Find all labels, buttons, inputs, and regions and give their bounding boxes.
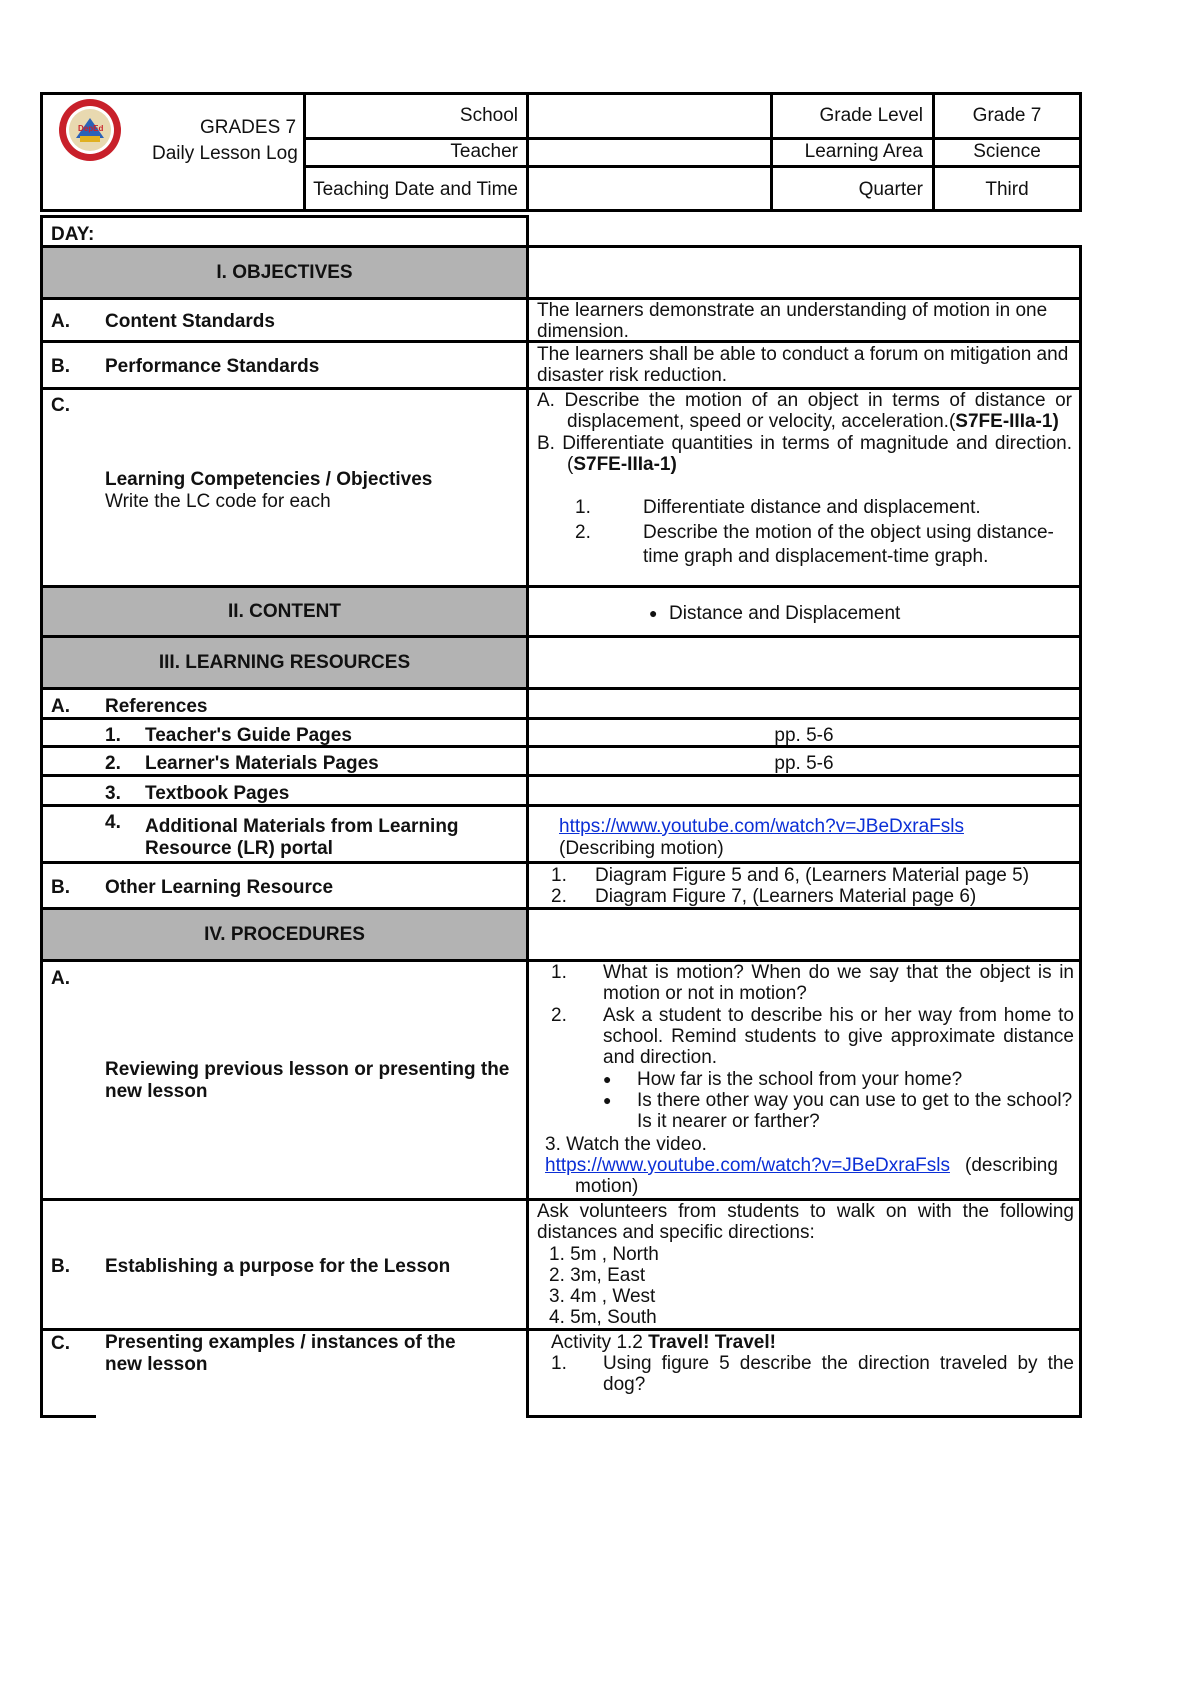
performance-standards-label: Performance Standards xyxy=(105,356,320,377)
review-bullet-1: ● How far is the school from your home? xyxy=(603,1069,963,1090)
purpose-direction: 1. 5m , North xyxy=(549,1244,659,1265)
procedures-heading-value xyxy=(526,907,1082,962)
reviewing-label: Reviewing previous lesson or presenting the new lesson xyxy=(105,1059,510,1102)
learning-resources-heading: III. LEARNING RESOURCES xyxy=(40,635,529,690)
additional-materials-value-cell xyxy=(526,804,1082,864)
row-number: 3. xyxy=(105,783,121,804)
learning-area-value: Science xyxy=(973,141,1041,162)
learning-competencies-label: Learning Competencies / Objectives xyxy=(105,469,433,490)
learning-resources-value-cell xyxy=(526,635,1082,690)
divider xyxy=(303,165,1082,168)
objective-1: 1. Differentiate distance and displacement. xyxy=(575,497,981,518)
other-resource-item: 1. Diagram Figure 5 and 6, (Learners Material page 5) xyxy=(551,865,1030,886)
bullet-icon: ● xyxy=(603,1092,612,1109)
review-item-2: 2. Ask a student to describe his or her way from home to school. Remind students to give approximate distance and direction. xyxy=(551,1005,1074,1068)
competency-b: B. Differentiate quantities in terms of magnitude and direction. (S7FE-IIIa-1) xyxy=(537,433,1072,475)
teachers-guide-value-cell xyxy=(526,717,1082,748)
examples-value-cell xyxy=(526,1328,1082,1418)
purpose-direction: 4. 5m, South xyxy=(549,1307,657,1328)
purpose-label: Establishing a purpose for the Lesson xyxy=(105,1256,451,1277)
competency-a: A. Describe the motion of an object in terms of distance or displacement, speed or velocity, acceleration.(S7FE-IIIa-1) xyxy=(537,390,1072,432)
divider xyxy=(526,92,529,212)
procedures-heading: IV. PROCEDURES xyxy=(40,907,529,962)
row-letter: C. xyxy=(51,395,70,416)
objective-2: 2. Describe the motion of the object using distance-time graph and displacement-time graph. xyxy=(575,522,1054,567)
references-label: References xyxy=(105,696,208,717)
content-standards-label: Content Standards xyxy=(105,311,275,332)
grade-level-label: Grade Level xyxy=(819,105,923,126)
row-letter: B. xyxy=(51,356,70,377)
day-label: DAY: xyxy=(51,224,95,245)
review-video-note: (describing motion) xyxy=(575,1155,1058,1197)
activity-title: Activity 1.2 Travel! Travel! xyxy=(551,1332,776,1353)
row-number: 1. xyxy=(105,725,121,746)
date-label: Teaching Date and Time xyxy=(313,179,518,200)
learners-materials-label: Learner's Materials Pages xyxy=(145,753,379,774)
other-resource-value-cell xyxy=(526,861,1082,910)
review-video-link[interactable]: https://www.youtube.com/watch?v=JBeDxraFsls xyxy=(545,1155,950,1176)
reviewing-row xyxy=(40,959,529,1201)
learning-competencies-sub: Write the LC code for each xyxy=(105,491,331,512)
textbook-label: Textbook Pages xyxy=(145,783,290,804)
title-daily-lesson-log: Daily Lesson Log xyxy=(152,143,298,164)
purpose-value-cell xyxy=(526,1198,1082,1331)
teachers-guide-value: pp. 5-6 xyxy=(774,725,834,746)
activity-item-1: 1. Using figure 5 describe the direction traveled by the dog? xyxy=(551,1353,1074,1395)
school-label: School xyxy=(459,105,518,126)
logo-text: DepEd xyxy=(78,124,104,133)
additional-materials-label: Additional Materials from Learning Resource (LR) portal xyxy=(145,816,459,859)
divider xyxy=(40,1415,96,1418)
row-number: 4. xyxy=(105,812,121,833)
textbook-row xyxy=(40,774,529,807)
teacher-label: Teacher xyxy=(450,141,518,162)
row-letter: B. xyxy=(51,877,70,898)
other-resource-row xyxy=(40,861,529,910)
review-item-1: 1. What is motion? When do we say that the object is in motion or not in motion? xyxy=(551,962,1074,1004)
content-standards-row xyxy=(40,297,529,343)
reviewing-value-cell xyxy=(526,959,1082,1201)
content-heading: II. CONTENT xyxy=(40,585,529,638)
performance-standards-value-cell xyxy=(526,340,1082,390)
row-letter: A. xyxy=(51,968,70,989)
title-grades: GRADES 7 xyxy=(200,117,297,138)
additional-materials-row xyxy=(40,804,529,864)
quarter-label: Quarter xyxy=(858,179,923,200)
purpose-intro: Ask volunteers from students to walk on with the following distances and specific directions: xyxy=(537,1201,1074,1243)
other-resource-item: 2. Diagram Figure 7, (Learners Material page 6) xyxy=(551,886,977,907)
learners-materials-row xyxy=(40,745,529,777)
row-number: 2. xyxy=(105,753,121,774)
grade-level-value: Grade 7 xyxy=(972,105,1042,126)
objectives-heading: I. OBJECTIVES xyxy=(40,245,529,300)
purpose-direction: 2. 3m, East xyxy=(549,1265,646,1286)
learners-materials-value: pp. 5-6 xyxy=(774,753,834,774)
examples-row xyxy=(40,1328,529,1418)
row-letter: C. xyxy=(51,1333,70,1354)
content-value-cell xyxy=(526,585,1082,638)
objectives-heading-value xyxy=(526,245,1082,300)
teachers-guide-row xyxy=(40,717,529,748)
review-bullet-2: ● Is there other way you can use to get to the school? Is it nearer or farther? xyxy=(603,1090,1073,1133)
bullet-icon: ● xyxy=(603,1071,612,1088)
teachers-guide-label: Teacher's Guide Pages xyxy=(145,725,352,746)
additional-materials-link[interactable]: https://www.youtube.com/watch?v=JBeDxraFsls xyxy=(559,816,964,837)
row-letter: B. xyxy=(51,1256,70,1277)
additional-materials-note: (Describing motion) xyxy=(559,838,724,859)
examples-label: Presenting examples / instances of the new lesson xyxy=(105,1332,456,1375)
learning-area-label: Learning Area xyxy=(804,141,923,162)
bullet-icon: ● xyxy=(649,605,658,622)
learners-materials-value-cell xyxy=(526,745,1082,777)
row-letter: A. xyxy=(51,311,70,332)
performance-standards-value: The learners shall be able to conduct a forum on mitigation and disaster risk reduction. xyxy=(537,344,1069,386)
textbook-value-cell xyxy=(526,774,1082,807)
purpose-row xyxy=(40,1198,529,1331)
performance-standards-row xyxy=(40,340,529,390)
content-standards-value: The learners demonstrate an understanding of motion in one dimension. xyxy=(537,300,1048,342)
day-cell xyxy=(40,215,529,248)
other-resource-label: Other Learning Resource xyxy=(105,877,334,898)
content-value: ● Distance and Displacement xyxy=(649,603,901,624)
purpose-direction: 3. 4m , West xyxy=(549,1286,656,1307)
quarter-value: Third xyxy=(985,179,1029,200)
references-row xyxy=(40,687,529,720)
review-item-3: 3. Watch the video. xyxy=(545,1134,707,1155)
references-value-cell xyxy=(526,687,1082,720)
learning-competencies-value-cell xyxy=(526,387,1082,588)
deped-logo xyxy=(58,98,122,162)
content-standards-value-cell xyxy=(526,297,1082,343)
learning-competencies-row xyxy=(40,387,529,588)
row-letter: A. xyxy=(51,696,70,717)
